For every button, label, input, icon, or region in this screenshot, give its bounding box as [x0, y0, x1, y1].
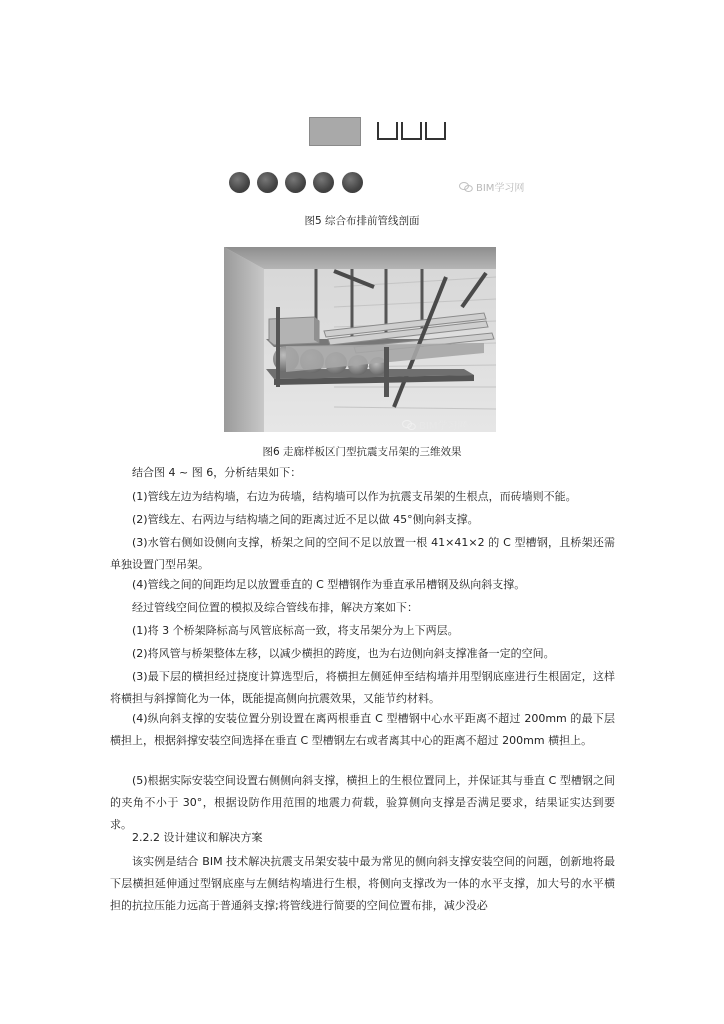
paragraph: (3)最下层的横担经过挠度计算选型后，将横担左侧延伸至结构墙并用型钢底座进行生根固定，这样将横担与斜撑简化为一体，既能提高侧向抗震效果，又能节约材料。 [110, 670, 615, 705]
paragraph: 该实例是结合 BIM 技术解决抗震支吊架安装中最为常见的侧向斜支撑安装空间的问题，创新地将最下层横担延伸通过型钢底座与左侧结构墙进行生根，将侧向支撑改为一体的水平支撑，加大号的水平横担的抗拉压能力远高于普通斜支撑;将管线进行简要的空间位置布排，减少没必 [110, 855, 615, 912]
water-pipe [257, 172, 278, 193]
paragraph: (4)纵向斜支撑的安装位置分别设置在离两根垂直 C 型槽钢中心水平距离不超过 200mm 的最下层横担上，根据斜撑安装空间选择在垂直 C 型槽钢左右或者离其中心的距离不超过 200mm 横担上。 [110, 712, 615, 747]
paragraph: 结合图 4 ~ 图 6，分析结果如下： [132, 466, 302, 479]
watermark [402, 417, 467, 432]
paragraph: (2)将风管与桥架整体左移，以减少横担的跨度，也为右边侧向斜支撑准备一定的空间。 [132, 647, 555, 660]
figure-6-caption: 图6 走廊样板区门型抗震支吊架的三维效果 [262, 446, 462, 458]
wechat-icon [402, 420, 416, 430]
air-duct [309, 117, 361, 146]
water-pipe [285, 172, 306, 193]
support-3d-illustration [224, 247, 496, 432]
figure-6-render [224, 247, 496, 432]
water-pipe [313, 172, 334, 193]
water-pipe [229, 172, 250, 193]
section-heading: 2.2.2 设计建议和解决方案 [132, 831, 263, 844]
figure-5-caption: 图5 综合布排前管线剖面 [304, 215, 420, 227]
paragraph: (5)根据实际安装空间设置右侧侧向斜支撑，横担上的生根位置同上，并保证其与垂直 C 型槽钢之间的夹角不小于 30°，根据设防作用范围的地震力荷载，验算侧向支撑是否满足要求，结果证实达到要求。 [110, 774, 615, 831]
watermark-text: BIM学习网 [419, 421, 468, 432]
paragraph: (2)管线左、右两边与结构墙之间的距离过近不足以做 45°侧向斜支撑。 [132, 513, 479, 526]
paragraph: (1)管线左边为结构墙，右边为砖墙，结构墙可以作为抗震支吊架的生根点，而砖墙则不能。 [132, 490, 577, 503]
watermark-text: BIM学习网 [476, 183, 525, 194]
figure-5-diagram [225, 112, 545, 202]
paragraph: (1)将 3 个桥架降标高与风管底标高一致，将支吊架分为上下两层。 [132, 624, 459, 637]
cable-tray [401, 122, 422, 140]
paragraph: (4)管线之间的间距均足以放置垂直的 C 型槽钢作为垂直承吊槽钢及纵向斜支撑。 [132, 578, 526, 591]
paragraph: 经过管线空间位置的模拟及综合管线布排，解决方案如下： [132, 601, 418, 614]
wechat-icon [459, 182, 473, 192]
paragraph: (3)水管右侧如设侧向支撑，桥架之间的空间不足以放置一根 41×41×2 的 C 型槽钢，且桥架还需单独设置门型吊架。 [110, 536, 615, 571]
cable-tray [377, 122, 398, 140]
cable-tray [425, 122, 446, 140]
water-pipe [342, 172, 363, 193]
watermark [459, 179, 524, 194]
